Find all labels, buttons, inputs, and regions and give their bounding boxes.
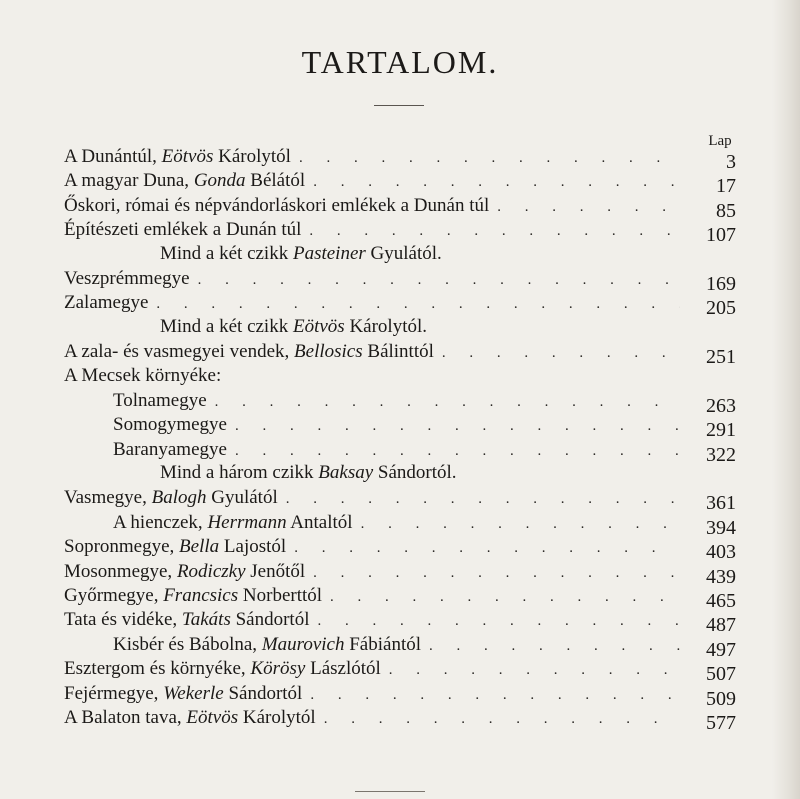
title-suffix: Antaltól	[286, 511, 353, 533]
toc-entry	[113, 438, 736, 466]
page-number: 251	[706, 346, 736, 369]
toc-note-row	[0, 243, 800, 267]
toc-row	[0, 682, 800, 710]
title-suffix: Jenőtől	[245, 560, 306, 582]
page-number: 487	[706, 614, 736, 637]
toc-entry-title	[64, 561, 305, 583]
toc-entry	[64, 560, 736, 588]
toc-entry	[113, 389, 736, 417]
toc-entry-title	[113, 439, 227, 461]
title-suffix: Fábiántól	[344, 633, 422, 655]
toc-entry	[64, 169, 736, 198]
toc-entry	[64, 535, 736, 564]
dot-leader	[442, 345, 680, 362]
title-text: Tata és vidéke,	[64, 609, 182, 631]
title-suffix: Sándortól.	[373, 462, 457, 484]
dot-leader	[317, 613, 680, 630]
toc-entry	[64, 194, 736, 222]
title-text: Győrmegye,	[64, 585, 164, 607]
dot-leader	[215, 394, 680, 411]
title-suffix: Bélától	[245, 170, 306, 192]
toc-row	[0, 511, 800, 539]
toc-row	[0, 267, 800, 295]
page-number: 263	[706, 394, 736, 417]
page-number: 577	[706, 711, 736, 734]
toc-entry-title	[64, 609, 309, 631]
toc-entry-title	[64, 658, 381, 680]
toc-entry	[113, 413, 736, 442]
toc-note-row	[0, 365, 800, 389]
page-number: 107	[706, 224, 736, 247]
toc-row	[0, 438, 800, 466]
page-number: 394	[706, 516, 736, 539]
toc-note	[160, 316, 427, 338]
author-name: Körösy	[250, 658, 306, 680]
title-text: Őskori, római és népvándorláskori emlékek a Dunán túl	[64, 194, 490, 216]
dot-leader	[313, 565, 680, 582]
toc-entry-title	[64, 292, 148, 314]
title-text: A zala- és vasmegyei vendek,	[64, 341, 295, 363]
toc-entry	[64, 657, 736, 686]
table-of-contents	[0, 145, 800, 734]
dot-leader	[286, 491, 680, 508]
toc-entry-title	[64, 170, 305, 192]
author-name: Rodiczky	[176, 560, 246, 582]
title-text: A hienczek,	[113, 511, 208, 533]
author-name: Francsics	[163, 585, 239, 607]
toc-entry	[64, 267, 736, 295]
toc-entry-title	[64, 487, 278, 509]
toc-row	[0, 413, 800, 442]
toc-entry-title	[64, 536, 286, 558]
title-text: A Mecsek környéke:	[64, 364, 222, 386]
title-text: Mind a két czikk	[160, 315, 293, 337]
title-suffix: Károlytól	[238, 706, 316, 728]
author-name: Takáts	[181, 609, 231, 631]
title-text: Mosonmegye,	[64, 560, 177, 582]
title-divider	[374, 105, 424, 106]
author-name: Bellosics	[294, 341, 363, 363]
toc-row	[0, 218, 800, 247]
author-name: Pasteiner	[292, 242, 366, 264]
dot-leader	[299, 150, 680, 167]
toc-row	[0, 340, 800, 369]
page-number: 205	[706, 297, 736, 320]
toc-entry-title	[113, 512, 353, 534]
footer-divider	[355, 791, 425, 792]
page-number: 3	[726, 151, 736, 173]
title-text: Esztergom és környéke,	[64, 658, 251, 680]
toc-entry-title	[64, 219, 301, 241]
page-number: 17	[716, 175, 736, 198]
dot-leader	[330, 589, 680, 606]
toc-entry-title	[64, 683, 302, 705]
title-text: Kisbér és Bábolna,	[113, 633, 262, 655]
toc-row	[0, 486, 800, 515]
page-number: 169	[706, 272, 736, 295]
toc-note	[160, 243, 442, 265]
toc-entry-title	[64, 146, 291, 168]
toc-entry-title	[160, 243, 442, 264]
page-number: 361	[706, 492, 736, 515]
toc-row	[0, 584, 800, 613]
page-number: 439	[706, 565, 736, 588]
author-name: Gonda	[193, 170, 246, 192]
title-suffix: Lászlótól	[305, 658, 381, 680]
title-suffix: Károlytól.	[344, 315, 428, 337]
dot-leader	[497, 199, 680, 216]
toc-entry-title	[64, 195, 489, 217]
title-text: A Balaton tava,	[64, 706, 187, 728]
toc-row	[0, 706, 800, 734]
toc-entry	[64, 682, 736, 710]
toc-entry	[64, 584, 736, 613]
title-text: Mind a három czikk	[160, 462, 319, 484]
page-number: 497	[706, 638, 736, 661]
toc-note	[160, 462, 457, 484]
toc-note-row	[0, 462, 800, 486]
toc-entry-title	[113, 414, 227, 436]
toc-entry-title	[160, 462, 457, 483]
dot-leader	[235, 418, 680, 435]
page-number: 507	[706, 663, 736, 686]
page-number: 465	[706, 590, 736, 613]
title-text: Veszprémmegye	[64, 267, 190, 289]
page-number: 509	[706, 687, 736, 710]
page-number: 322	[706, 443, 736, 466]
page-title: TARTALOM.	[301, 44, 499, 80]
title-text: A Dunántúl,	[64, 146, 162, 167]
toc-row	[0, 560, 800, 588]
title-suffix: Bálinttól	[362, 341, 434, 363]
dot-leader	[324, 711, 680, 728]
dot-leader	[310, 687, 680, 704]
toc-entry	[64, 706, 736, 734]
toc-row	[0, 194, 800, 222]
title-text: Vasmegye,	[64, 487, 152, 509]
toc-entry-title	[113, 634, 421, 656]
toc-entry	[64, 486, 736, 515]
title-text: A magyar Duna,	[64, 170, 194, 192]
dot-leader	[313, 174, 680, 191]
dot-leader	[235, 443, 680, 460]
author-name: Wekerle	[163, 682, 224, 704]
toc-row	[0, 535, 800, 564]
toc-entry	[113, 633, 736, 661]
title-suffix: Lajostól	[219, 536, 287, 558]
title-suffix: Sándortól	[223, 682, 303, 704]
title-text: Sopronmegye,	[64, 536, 180, 558]
toc-entry	[64, 340, 736, 369]
title-text: Építészeti emlékek a Dunán túl	[64, 219, 302, 241]
title-text: Mind a két czikk	[160, 242, 293, 264]
toc-entry-title	[64, 365, 221, 386]
title-suffix: Gyulától	[206, 487, 278, 509]
title-suffix: Károlytól	[213, 146, 291, 167]
author-name: Eötvös	[292, 315, 345, 337]
dot-leader	[309, 223, 680, 240]
toc-note-row	[0, 316, 800, 340]
author-name: Balogh	[151, 487, 207, 509]
dot-leader	[156, 296, 680, 313]
toc-entry-title	[64, 268, 190, 290]
toc-row	[0, 657, 800, 686]
dot-leader	[294, 540, 680, 557]
toc-entry	[64, 608, 736, 637]
title-suffix: Norberttól	[238, 585, 323, 607]
toc-entry	[113, 511, 736, 539]
author-name: Bella	[179, 536, 220, 558]
title-text: Zalamegye	[64, 292, 149, 314]
title-text: Fejérmegye,	[64, 682, 164, 704]
toc-entry-title	[64, 341, 434, 363]
dot-leader	[361, 516, 680, 533]
toc-entry-title	[160, 316, 427, 337]
author-name: Eötvös	[161, 146, 214, 167]
toc-entry	[64, 291, 736, 320]
author-name: Herrmann	[207, 511, 287, 533]
page-number: 403	[706, 541, 736, 564]
toc-row	[0, 608, 800, 637]
title-text: Tolnamegye	[113, 389, 207, 411]
title-text: Baranyamegye	[113, 438, 227, 460]
title-suffix: Sándortól	[230, 609, 310, 631]
toc-row	[0, 633, 800, 661]
author-name: Eötvös	[186, 706, 239, 728]
page-number: 85	[716, 199, 736, 222]
dot-leader	[198, 272, 680, 289]
title-suffix: Gyulától.	[365, 242, 442, 264]
toc-entry-title	[64, 707, 316, 729]
author-name: Baksay	[318, 462, 374, 484]
author-name: Maurovich	[261, 633, 345, 655]
toc-entry-title	[64, 585, 322, 607]
toc-row	[0, 169, 800, 198]
dot-leader	[429, 638, 680, 655]
page-number: 291	[706, 419, 736, 442]
toc-row	[0, 389, 800, 417]
toc-entry	[64, 145, 736, 173]
toc-row	[0, 145, 800, 173]
page-column-header: Lap	[708, 133, 732, 149]
title-text: Somogymegye	[113, 414, 227, 436]
toc-entry	[64, 218, 736, 247]
toc-row	[0, 291, 800, 320]
toc-note	[64, 365, 221, 387]
dot-leader	[389, 662, 680, 679]
toc-entry-title	[113, 390, 207, 412]
